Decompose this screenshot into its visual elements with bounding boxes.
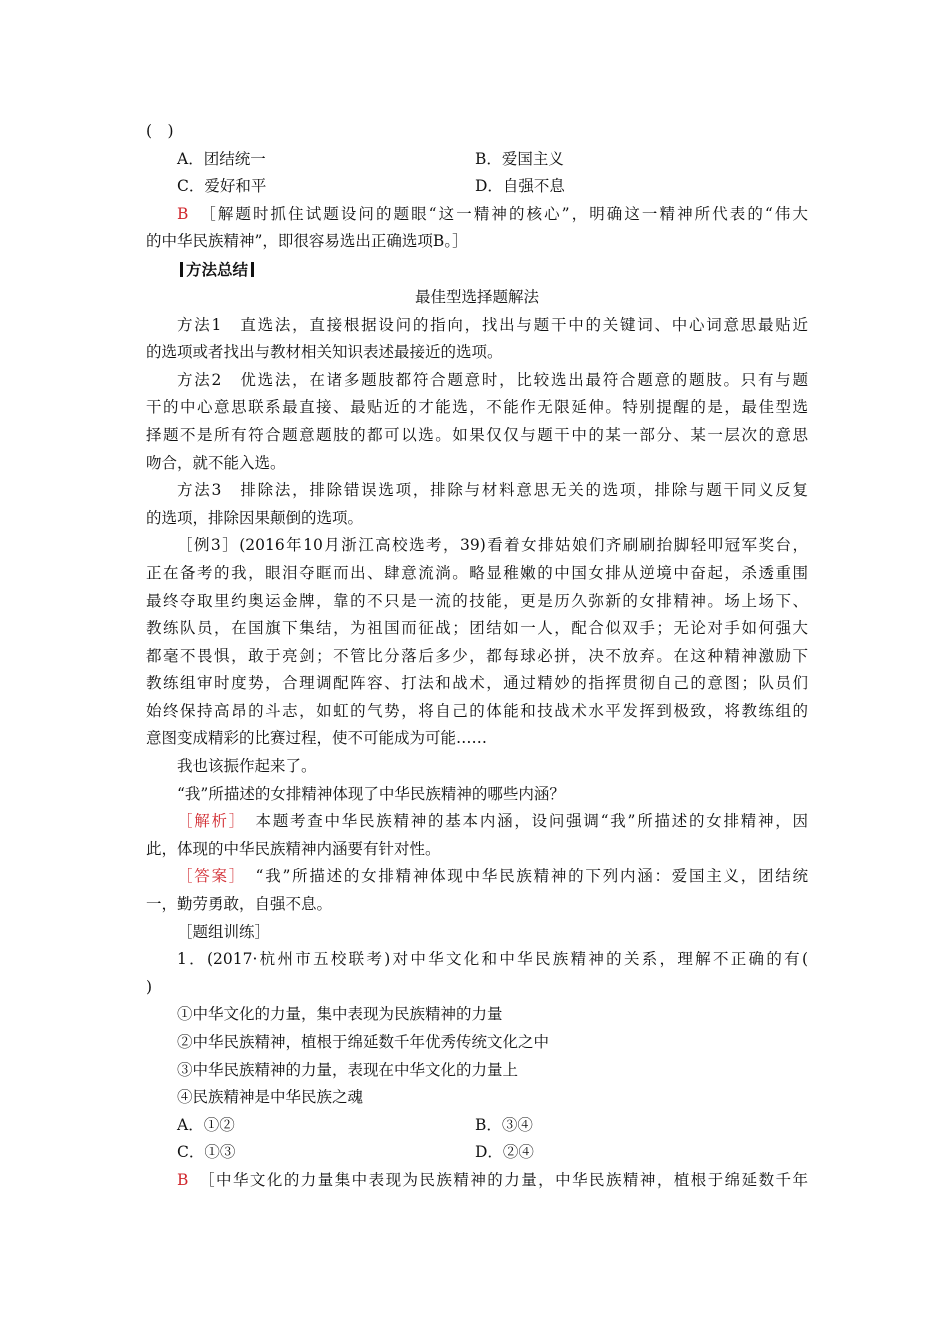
analysis-line-2: 此，体现的中华民族精神内涵要有针对性。 <box>146 839 441 858</box>
analysis-tag: ［解析］ <box>177 812 239 831</box>
training-item-2: ②中华民族精神，植根于绵延数千年优秀传统文化之中 <box>177 1033 550 1051</box>
method1-line-2: 的选项或者找出与教材相关知识表述最接近的选项。 <box>146 343 503 362</box>
answer-key-line-2: 一，勤劳勇敢，自强不息。 <box>146 895 333 914</box>
training-option-d: D．②④ <box>475 1143 534 1162</box>
training-option-c: C．①③ <box>177 1143 236 1162</box>
training-item-1: ①中华文化的力量，集中表现为民族精神的力量 <box>177 1005 503 1024</box>
option-b: B．爱国主义 <box>475 149 564 168</box>
method2-line-4: 吻合，就不能入选。 <box>146 453 286 472</box>
example-source: (2016年10月浙江高校选考，39)看着女排姑娘们齐刷刷抬脚轻叩冠军奖台， <box>239 536 808 555</box>
method1-line-1: 方法1 直选法，直接根据设问的指向，找出与题干中的关键词、中心词意思最贴近 <box>177 315 808 334</box>
example-line-1 <box>146 532 808 560</box>
question-paren: ( ) <box>146 122 174 140</box>
training-option-a: A．①② <box>177 1115 235 1134</box>
method3-line-2: 的选项，排除因果颠倒的选项。 <box>146 508 364 527</box>
training-option-row-cd <box>146 1139 808 1167</box>
training-q1-line-1: 1．(2017·杭州市五校联考)对中华文化和中华民族精神的关系，理解不正确的有( <box>177 950 808 969</box>
analysis-line-1: ［解析］ 本题考查中华民族精神的基本内涵，设问强调“我”所描述的女排精神，因 <box>177 812 808 831</box>
example-line-6: 教练组审时度势，合理调配阵容、打法和战术，通过精妙的指挥贯彻自己的意图；队员们 <box>146 674 808 693</box>
training-item-3: ③中华民族精神的力量，表现在中华文化的力量上 <box>177 1060 519 1079</box>
example-tag: ［例3］ <box>177 536 240 555</box>
document-page <box>146 118 808 1195</box>
method3-line-1: 方法3 排除法，排除错误选项，排除与材料意思无关的选项，排除与题干同义反复 <box>177 481 808 500</box>
training-heading: ［题组训练］ <box>177 922 271 941</box>
training-option-row-ab <box>146 1112 808 1140</box>
answer-key-line-1: ［答案］ “我”所描述的女排精神体现中华民族精神的下列内涵：爱国主义，团结统 <box>177 867 808 886</box>
training-answer-line: B ［中华文化的力量集中表现为民族精神的力量，中华民族精神，植根于绵延数千年 <box>177 1170 808 1189</box>
example-line-7: 始终保持高昂的斗志，如虹的气势，将自己的体能和技战术水平发挥到极致，将教练组的 <box>146 701 808 720</box>
method2-line-1: 方法2 优选法，在诸多题肢都符合题意时，比较选出最符合题意的题肢。只有与题 <box>177 370 808 389</box>
example-line-3: 最终夺取里约奥运金牌，靠的不只是一流的技能，更是历久弥新的女排精神。场上场下、 <box>146 591 808 610</box>
answer-explanation-1: ［解题时抓住试题设问的题眼“这一精神的核心”，明确这一精神所代表的“伟大 <box>208 204 808 223</box>
method-summary-heading: 方法总结 <box>146 256 808 284</box>
method2-line-2: 干的中心意思联系最直接、最贴近的才能选，不能作无限延伸。特别提醒的是，最佳型选 <box>146 398 808 417</box>
heading-bar-right <box>251 262 254 277</box>
example-line-9: 我也该振作起来了。 <box>177 757 317 776</box>
answer-line-1 <box>146 201 808 229</box>
method2-line-3: 择题不是所有符合题意题肢的都可以选。如果仅仅与题干中的某一部分、某一层次的意思 <box>146 425 808 444</box>
example-line-4: 教练队员，在国旗下集结，为祖国而征战；团结如一人，配合似双手；无论对手如何强大 <box>146 619 808 638</box>
option-c: C．爱好和平 <box>177 177 267 196</box>
example-line-5: 都毫不畏惧，敢于亮剑；不管比分落后多少，都每球必拼，决不放弃。在这种精神激励下 <box>146 646 808 665</box>
answer-tag: ［答案］ <box>177 867 239 886</box>
answer-letter: B <box>177 204 189 223</box>
training-option-b: B．③④ <box>475 1115 533 1134</box>
answer-explanation-2: 的中华民族精神”，即很容易选出正确选项B。］ <box>146 232 468 251</box>
option-row-cd <box>146 173 808 201</box>
method-title: 最佳型选择题解法 <box>414 287 539 306</box>
example-question: “我”所描述的女排精神体现了中华民族精神的哪些内涵？ <box>177 784 565 803</box>
training-item-4: ④民族精神是中华民族之魂 <box>177 1088 364 1107</box>
heading-bar-left <box>180 262 183 277</box>
example-line-8: 意图变成精彩的比赛过程，使不可能成为可能…… <box>146 729 488 748</box>
training-q1-line-2: ) <box>146 977 153 996</box>
option-d: D．自强不息 <box>475 177 565 196</box>
option-a: A．团结统一 <box>177 149 266 168</box>
training-answer-letter: B <box>177 1170 189 1189</box>
option-row-ab <box>146 146 808 174</box>
example-line-2: 正在备考的我，眼泪夺眶而出、肆意流淌。略显稚嫩的中国女排从逆境中奋起，杀透重围 <box>146 563 808 582</box>
